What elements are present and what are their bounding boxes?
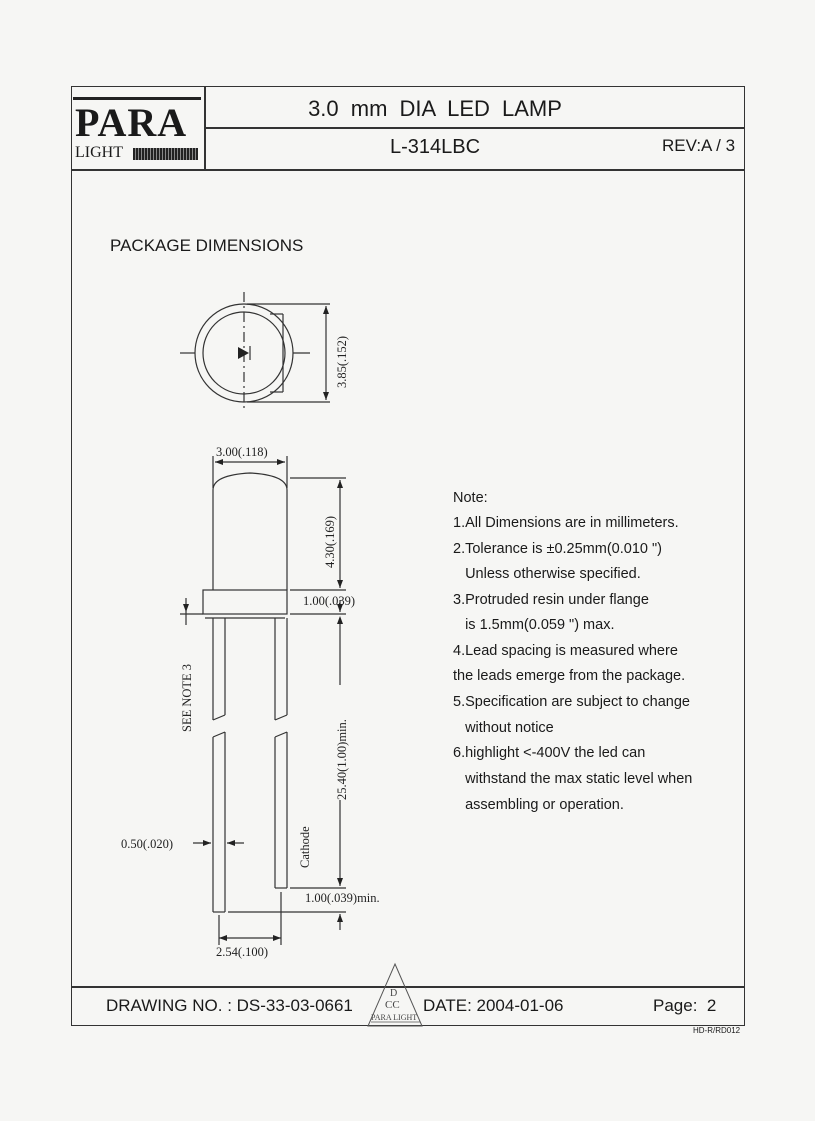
dim-lens-height: 4.30(.169) [323,515,337,568]
see-note-label: SEE NOTE 3 [180,663,194,732]
note-line: withstand the max static level when [453,771,693,787]
lead-left-break-bottom [213,732,225,737]
revision: REV:A / 3 [662,136,736,155]
dim-lead-width: 0.50(.020) [121,837,174,851]
stamp-line2: CC [385,999,400,1011]
lead-left-break-top [213,715,225,720]
note-line: 3.Protruded resin under flange [453,592,649,608]
document-title: 3.0 mm DIA LED LAMP [308,96,562,121]
note-line: 2.Tolerance is ±0.25mm(0.010 ") [453,541,662,557]
arrow-icon [215,459,223,465]
arrow-icon [273,935,281,941]
dim-lens-width: 3.00(.118) [216,445,268,459]
note-line: without notice [453,720,554,736]
note-line: is 1.5mm(0.059 ") max. [453,617,615,633]
dim-flange: 1.00(.039) [303,594,356,608]
drawing-date: DATE: 2004-01-06 [423,996,564,1015]
document-code: HD-R/RD012 [693,1026,741,1035]
dcc-stamp [366,962,424,1028]
page-number: Page: 2 [653,996,717,1015]
arrow-icon [219,935,227,941]
arrow-icon [337,878,343,886]
arrow-icon [203,840,211,846]
logo-main-text: PARA [75,100,188,145]
logo-sub-text: LIGHT [75,144,123,161]
lead-right-break-top [275,715,287,720]
arrow-icon [337,616,343,624]
dim-top-view-height: 3.85(.152) [335,335,349,388]
notes-title: Note: [453,490,488,506]
note-line: 6.highlight <-400V the led can [453,745,646,761]
part-number: L-314LBC [389,136,481,158]
arrow-icon [337,914,343,922]
flange [203,590,287,614]
note-line: 1.All Dimensions are in millimeters. [453,515,679,531]
stamp-line1: D [390,988,398,999]
arrow-icon [183,604,189,612]
arrow-icon [323,306,329,314]
note-line: Unless otherwise specified. [453,566,641,582]
drawing-number: DRAWING NO. : DS-33-03-0661 [106,996,353,1015]
section-title: PACKAGE DIMENSIONS [110,236,304,255]
cathode-label: Cathode [298,826,312,868]
arrow-icon [337,580,343,588]
note-line: 4.Lead spacing is measured where [453,643,678,659]
arrow-icon [323,392,329,400]
arrow-icon [277,459,285,465]
note-line: assembling or operation. [453,797,624,813]
dim-lead-end: 1.00(.039)min. [305,891,380,905]
note-line: 5.Specification are subject to change [453,694,690,710]
dim-lead-length: 25.40(1.00)min. [335,719,349,800]
arrow-icon [337,480,343,488]
arrow-icon [227,840,235,846]
note-line: the leads emerge from the package. [453,668,686,684]
dim-lead-spacing: 2.54(.100) [216,945,269,959]
stamp-line3: PARA LIGHT [371,1013,418,1022]
lens-outline [213,473,287,590]
lead-right-break-bottom [275,732,287,737]
